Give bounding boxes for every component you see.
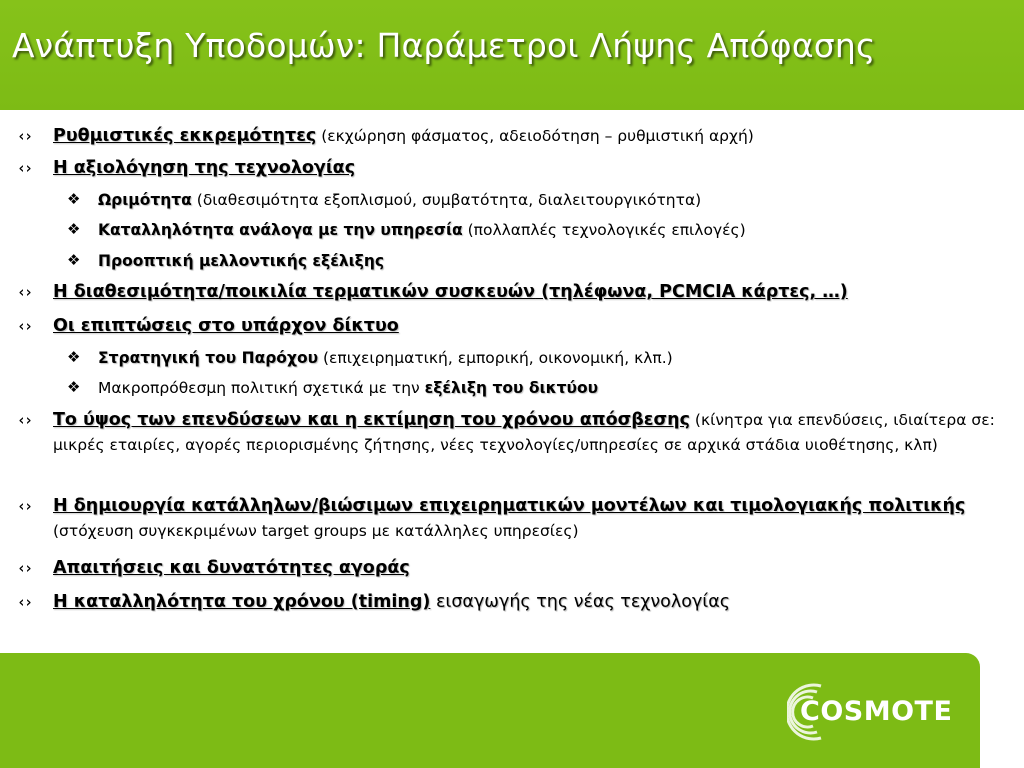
bullet-marker-icon: ‹› [17,593,32,611]
item-heading: Ωριμότητα [98,191,192,209]
item-heading: Η αξιολόγηση της τεχνολογίας [53,158,356,178]
cosmote-logo-text: COSMOTE [800,696,953,727]
item-detail: (επιχειρηματική, εμπορική, οικονομική, κλπ.) [318,349,673,367]
item-detail: (τηλέφωνα, PCMCIA κάρτες, …) [535,282,848,302]
diamond-bullet-icon: ❖ [67,378,81,396]
item-heading: Απαιτήσεις και δυνατότητες αγοράς [53,558,410,578]
item-detail: Προοπτική μελλοντικής εξέλιξης [98,252,385,270]
bullet-marker-icon: ‹› [17,559,32,577]
item-heading: Στρατηγική του Παρόχου [98,349,319,367]
item-heading: Καταλληλότητα ανάλογα με την υπηρεσία [98,221,463,239]
title-bar [0,0,1024,110]
bullet-marker-icon: ‹› [17,317,32,335]
item-heading: Η καταλληλότητα του χρόνου (timing) [53,592,431,612]
bullet-marker-icon: ‹› [17,497,32,515]
item-heading: Οι επιπτώσεις στο υπάρχον δίκτυο [53,316,399,336]
diamond-bullet-icon: ❖ [67,348,81,366]
item-detail: (κίνητρα για επενδύσεις, ιδιαίτερα σε: μικρές εταιρίες, αγορές περιορισμένης ζήτησης, νέες τεχνολογίες/υπηρεσίες σε αρχικά στάδια υιοθέτησης, κλπ) [53,411,995,454]
bullet-marker-icon: ‹› [17,159,32,177]
item-detail: εισαγωγής της νέας τεχνολογίας [430,592,731,612]
diamond-bullet-icon: ❖ [67,251,81,269]
bullet-marker-icon: ‹› [17,127,32,145]
bullet-marker-icon: ‹› [17,411,32,429]
item-heading: εξέλιξη του δικτύου [424,379,599,397]
item-detail: (στόχευση συγκεκριμένων target groups με κατάλληλες υπηρεσίες) [53,522,579,540]
item-detail: (εκχώρηση φάσματος, αδειοδότηση – ρυθμιστική αρχή) [316,127,754,145]
diamond-bullet-icon: ❖ [67,220,81,238]
item-detail: Μακροπρόθεσμη πολιτική σχετικά με την [98,379,425,397]
bullet-marker-icon: ‹› [17,283,32,301]
item-detail: (διαθεσιμότητα εξοπλισμού, συμβατότητα, διαλειτουργικότητα) [191,191,702,209]
item-heading: Η διαθεσιμότητα/ποικιλία τερματικών συσκευών [53,282,536,302]
diamond-bullet-icon: ❖ [67,190,81,208]
item-heading: Ρυθμιστικές εκκρεμότητες [53,126,317,146]
item-heading: Το ύψος των επενδύσεων και η εκτίμηση του χρόνου απόσβεσης [53,410,690,430]
item-heading: Η δημιουργία κατάλληλων/βιώσιμων επιχειρηματικών μοντέλων και τιμολογιακής πολιτικής [53,496,966,516]
item-detail: (πολλαπλές τεχνολογικές επιλογές) [462,221,746,239]
slide-title: Ανάπτυξη Υποδομών: Παράμετροι Λήψης Απόφασης [12,26,876,65]
